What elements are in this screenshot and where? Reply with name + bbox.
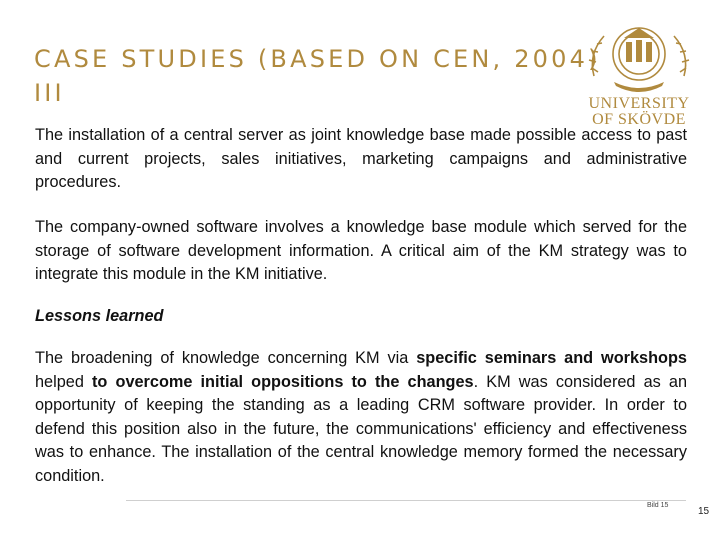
- slide-title: CASE STUDIES (BASED ON CEN, 2004) III: [34, 45, 601, 107]
- paragraph-software: The company-owned software involves a knowledge base module which served for the storage of software development information. A critical aim of the KM strategy was to integrate this module in the KM initiative.: [35, 218, 687, 283]
- lessons-bold-seminars: specific seminars and workshops: [416, 349, 687, 367]
- paragraph-lessons: [35, 347, 687, 488]
- footer-slide-label: Bild 15: [647, 502, 669, 509]
- university-name-line1: UNIVERSITY: [588, 95, 690, 112]
- paragraph-server: The installation of a central server as joint knowledge base made possible access to past and current projects, sales initiatives, marketing campaigns and administrative procedures.: [35, 126, 687, 191]
- lessons-text-1: The broadening of knowledge concerning KM via: [35, 349, 417, 367]
- lessons-text-3: . KM was considered as an opportunity of keeping the standing as a leading CRM software provider. In order to defend this position also in the future, the communications' efficiency and effectiveness was to enhance. The installation of the central knowledge memory formed the necessary condition.: [35, 372, 688, 485]
- lessons-learned-heading: Lessons learned: [35, 307, 164, 325]
- page-number: 15: [698, 506, 710, 517]
- lessons-bold-oppositions: to overcome initial oppositions to the changes: [92, 372, 474, 391]
- university-name-line2: OF SKÖVDE: [592, 111, 686, 128]
- lessons-text-2: helped: [35, 372, 93, 391]
- footer-divider: [126, 500, 686, 501]
